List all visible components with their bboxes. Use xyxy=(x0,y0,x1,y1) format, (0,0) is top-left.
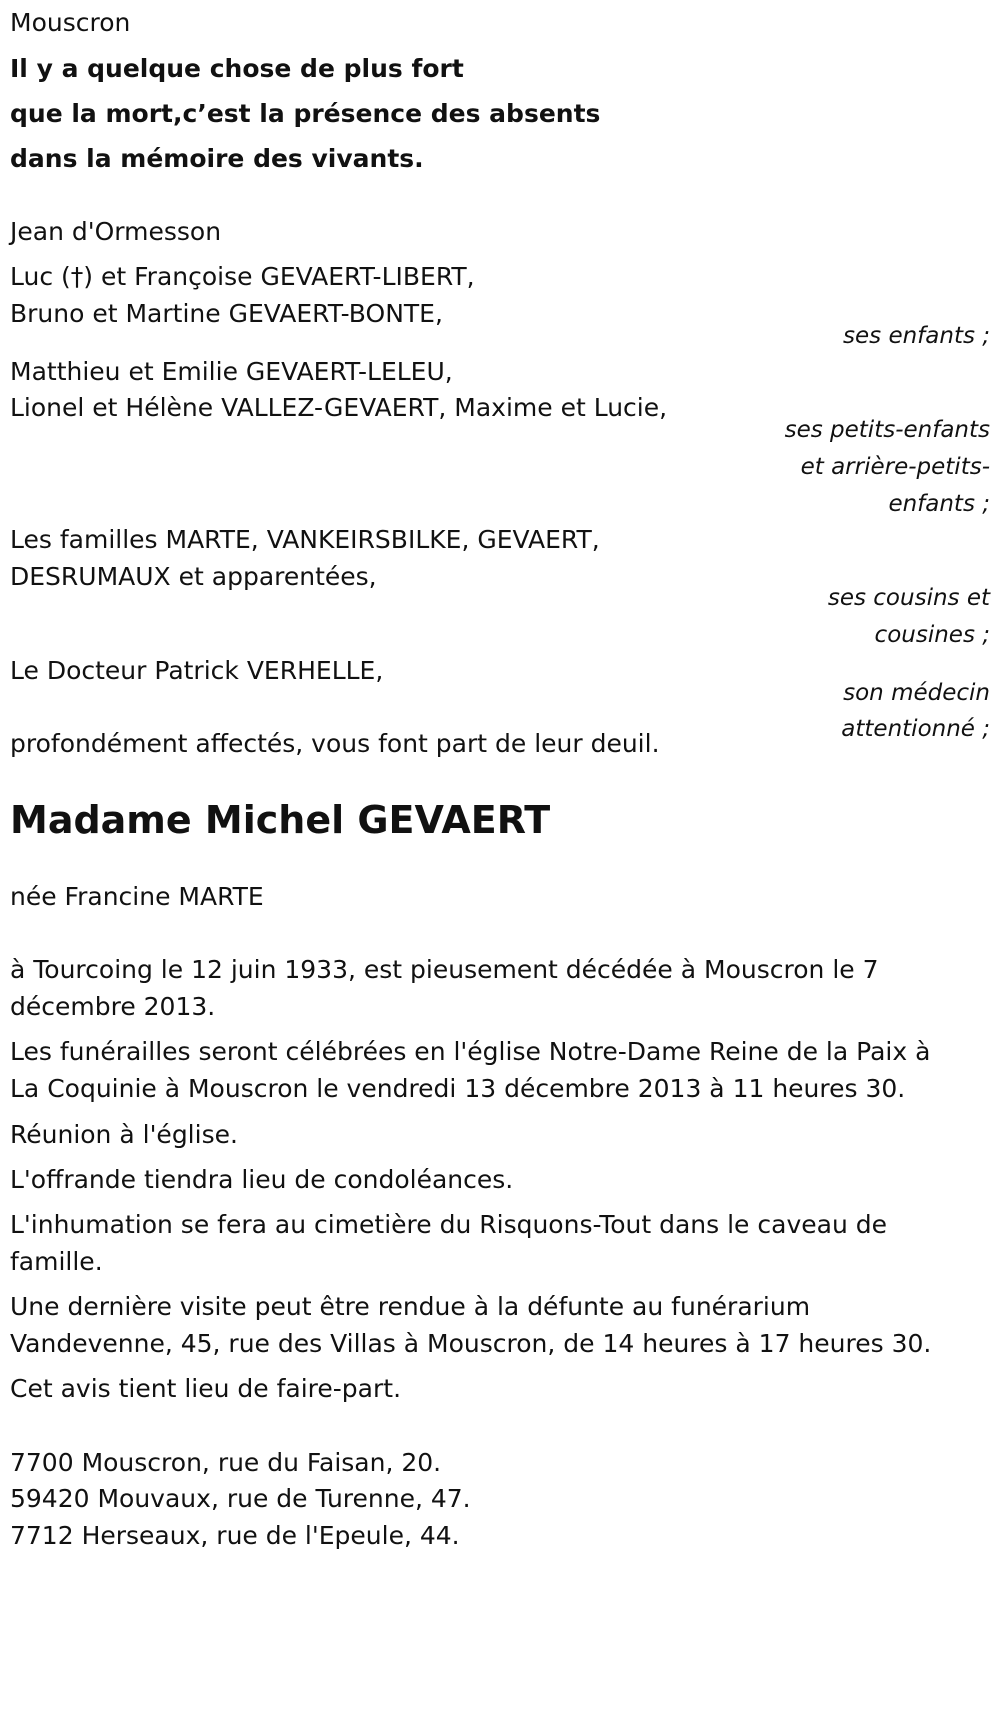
grandchildren-role-1: ses petits-enfants xyxy=(784,417,990,443)
cousins-role-1: ses cousins et xyxy=(827,585,990,611)
children-role: ses enfants ; xyxy=(843,323,990,349)
children-name-1: Luc (†) et Françoise GEVAERT-LIBERT, xyxy=(10,262,475,291)
detail-visit-1: Une dernière visite peut être rendue à la défunte au funérarium xyxy=(10,1292,811,1321)
cousins-role-2: cousines ; xyxy=(874,622,990,648)
detail-notice: Cet avis tient lieu de faire-part. xyxy=(10,1374,402,1403)
announcement: profondément affectés, vous font part de leur deuil. xyxy=(10,729,660,758)
cousins-name-1: Les familles MARTE, VANKEIRSBILKE, GEVAERT, xyxy=(10,525,600,554)
cousins-name-2: DESRUMAUX et apparentées, xyxy=(10,562,377,591)
children-name-2: Bruno et Martine GEVAERT-BONTE, xyxy=(10,299,443,328)
detail-funeral-2: La Coquinie à Mouscron le vendredi 13 décembre 2013 à 11 heures 30. xyxy=(10,1074,906,1103)
detail-meeting: Réunion à l'église. xyxy=(10,1120,238,1149)
detail-birth-death-1: à Tourcoing le 12 juin 1933, est pieusement décédée à Mouscron le 7 xyxy=(10,955,879,984)
quote-author: Jean d'Ormesson xyxy=(10,217,222,246)
detail-offering: L'offrande tiendra lieu de condoléances. xyxy=(10,1165,514,1194)
detail-burial-2: famille. xyxy=(10,1247,103,1276)
address-1: 7700 Mouscron, rue du Faisan, 20. xyxy=(10,1448,442,1477)
grandchildren-name-1: Matthieu et Emilie GEVAERT-LELEU, xyxy=(10,357,453,386)
quote-line-2: que la mort,c’est la présence des absents xyxy=(10,99,601,128)
doctor-role-1: son médecin xyxy=(843,680,990,706)
grandchildren-name-2: Lionel et Hélène VALLEZ-GEVAERT, Maxime et Lucie, xyxy=(10,393,668,422)
doctor-role-2: attentionné ; xyxy=(841,716,990,742)
detail-visit-2: Vandevenne, 45, rue des Villas à Mouscron, de 14 heures à 17 heures 30. xyxy=(10,1329,932,1358)
address-3: 7712 Herseaux, rue de l'Epeule, 44. xyxy=(10,1521,460,1550)
quote-line-1: Il y a quelque chose de plus fort xyxy=(10,54,464,83)
quote-line-3: dans la mémoire des vivants. xyxy=(10,144,424,173)
deceased-name: Madame Michel GEVAERT xyxy=(10,798,551,842)
grandchildren-role-3: enfants ; xyxy=(888,491,990,517)
detail-funeral-1: Les funérailles seront célébrées en l'église Notre-Dame Reine de la Paix à xyxy=(10,1037,931,1066)
address-2: 59420 Mouvaux, rue de Turenne, 47. xyxy=(10,1484,471,1513)
detail-birth-death-2: décembre 2013. xyxy=(10,992,216,1021)
doctor-name: Le Docteur Patrick VERHELLE, xyxy=(10,656,384,685)
city: Mouscron xyxy=(10,8,131,37)
detail-burial-1: L'inhumation se fera au cimetière du Risquons-Tout dans le caveau de xyxy=(10,1210,887,1239)
birth-name: née Francine MARTE xyxy=(10,882,264,911)
grandchildren-role-2: et arrière-petits- xyxy=(800,454,990,480)
